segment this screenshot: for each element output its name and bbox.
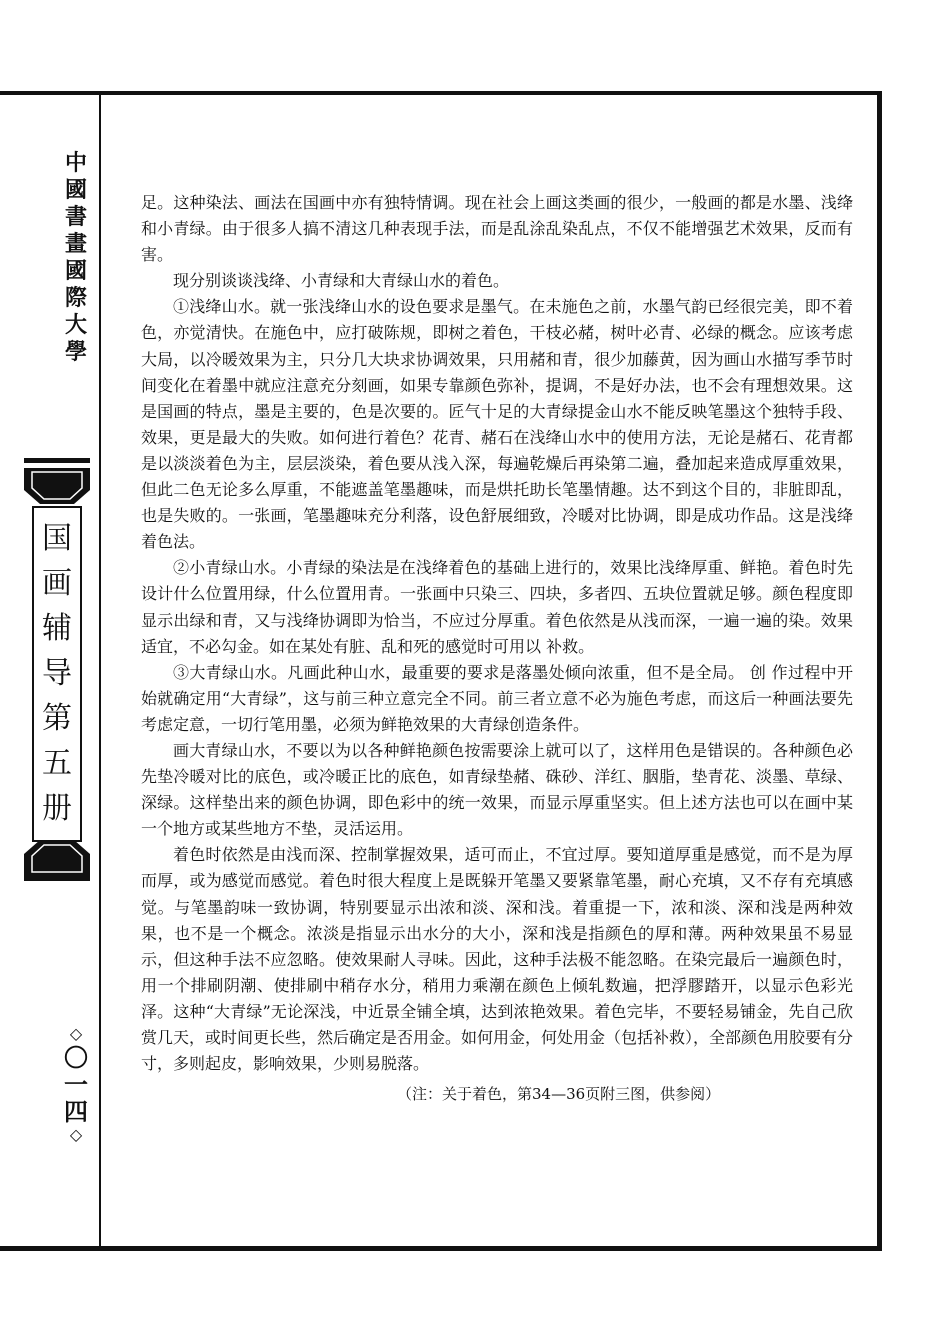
paragraph: 现分别谈谈浅绛、小青绿和大青绿山水的着色。 <box>173 271 510 291</box>
paragraph: ①浅绛山水。就一张浅绛山水的设色要求是墨气。在未施色之前，水墨气韵已经很完美，即不着色，亦觉清快。在施色中，应打破陈规，即树之着色，干枝必赭，树叶必青、必绿的概念。应该考虑大局，以冷暖效果为主，只分几大块求协调效果，只用赭和青，很少加藤黄，因为画山水描写季节时间变化在着墨中就应注意充分刻画，如果专靠颜色弥补，提调，不是好办法，也不会有理想效果。这是国画的特点，墨是主要的，色是次要的。匠气十足的大青绿提金山水不能反映笔墨这个独特手段、效果，更是最大的失败。如何进行着色？花青、赭石在浅绛山水中的使用方法，无论是赭石、花青都是以淡淡着色为主，层层淡染，着色要从浅入深，每遍乾燥后再染第二遍，叠加起来造成厚重效果，但此二色无论多么厚重，不能遮盖笔墨趣味，而是烘托助长笔墨情趣。达不到这个目的，非脏即乱，也是失败的。一张画，笔墨趣味充分利落，设色舒展细致，冷暖对比协调，即是成功作品。这是浅绛着色法。 <box>141 297 853 552</box>
book-title-char: 五 <box>42 746 72 781</box>
series-char: 書 <box>64 204 87 230</box>
body-text <box>141 190 853 1107</box>
book-title-banner <box>24 458 90 878</box>
banner-bottom-bar <box>24 876 90 881</box>
series-char: 大 <box>64 312 87 338</box>
series-char: 際 <box>64 285 87 311</box>
book-title-char: 国 <box>42 521 72 556</box>
series-char: 畫 <box>64 231 87 257</box>
book-title-char: 册 <box>42 791 72 826</box>
book-title <box>32 516 82 831</box>
series-char: 學 <box>64 339 87 365</box>
diamond-icon: ◇ <box>69 1024 83 1043</box>
paragraph: 足。这种染法、画法在国画中亦有独特情调。现在社会上画这类画的很少，一般画的都是水墨、浅绛和小青绿。由于很多人搞不清这几种表现手法，而是乱涂乱染乱点，不仅不能增强艺术效果，反而有害。 <box>141 193 853 265</box>
book-title-char: 画 <box>42 566 72 601</box>
book-title-char: 导 <box>42 656 72 691</box>
series-char: 國 <box>64 177 87 203</box>
footnote: （注：关于着色，第34—36页附三图，供参阅） <box>397 1085 721 1104</box>
page-number-digit: 一 <box>64 1070 88 1099</box>
series-char: 國 <box>64 258 87 284</box>
paragraph: ③大青绿山水。凡画此种山水，最重要的要求是落墨处倾向浓重，但不是全局。 创 作过程中开始就确定用“大青绿”，这与前三种立意完全不同。前三者立意不必为施色考虑，而这后一种画法要先考虑定意，一切行笔用墨，必须为鲜艳效果的大青绿创造条件。 <box>141 662 853 734</box>
diamond-icon: ◇ <box>69 1125 83 1144</box>
paragraph: 画大青绿山水，不要以为以各种鲜艳颜色按需要涂上就可以了，这样用色是错误的。各种颜色必先垫冷暖对比的底色，或冷暖正比的底色，如青绿垫赭、硃砂、洋红、胭脂，垫青花、淡墨、草绿、深绿。这样垫出来的颜色协调，即色彩中的统一效果，而显示厚重坚实。但上述方法也可以在画中某一个地方或某些地方不垫，灵活运用。 <box>141 740 853 839</box>
page-number-digit: 〇 <box>64 1043 88 1072</box>
book-title-char: 第 <box>42 701 72 736</box>
book-title-char: 辅 <box>42 611 72 646</box>
paragraph: 着色时依然是由浅而深、控制掌握效果，适可而止，不宜过厚。要知道厚重是感觉，而不是为厚而厚，或为感觉而感觉。着色时很大程度上是既躲开笔墨又要紧靠笔墨，耐心充填，又不存有充填感觉。与笔墨韵味一致协调，特别要显示出浓和淡、深和浅。着重提一下，浓和淡、深和浅是两种效果，也不是一个概念。浓淡是指显示出水分的大小，深和浅是指颜色的厚和薄。两种效果虽不易显示，但这种手法不应忽略。使效果耐人寻味。因此，这种手法极不能忽略。在染完最后一遍颜色时，用一个排刷阴潮、使排刷中稍存水分，稍用力乘潮在颜色上倾轧数遍，把浮膠踏开，以显示色彩光泽。这种“大青绿”无论深浅，中近景全铺全填，达到浓艳效果。着色完毕，不要轻易铺金，先自己欣赏几天，或时间更长些，然后确定是否用金。如何用金，何处用金（包括补救），全部颜色用胶要有分寸，多则起皮，影响效果，少则易脱落。 <box>141 845 854 1074</box>
page-number <box>58 1024 94 1145</box>
banner-top-bar <box>24 458 90 463</box>
page-number-digit: 四 <box>64 1097 88 1126</box>
paragraph: ②小青绿山水。小青绿的染法是在浅绛着色的基础上进行的，效果比浅绛厚重、鲜艳。着色时先设计什么位置用绿，什么位置用青。一张画中只染三、四块，多者四、五块位置就足够。颜色程度即显示出绿和青，又与浅绛协调即为恰当，不应过分厚重。着色依然是从浅而深，一遍一遍的染。效果适宜，不必勾金。如在某处有脏、乱和死的感觉时可用以 补救。 <box>141 558 853 656</box>
banner-top-ornament <box>24 468 90 504</box>
series-title <box>58 150 94 366</box>
series-char: 中 <box>64 150 87 176</box>
margin-divider <box>99 95 101 1247</box>
banner-bottom-ornament <box>24 840 90 876</box>
